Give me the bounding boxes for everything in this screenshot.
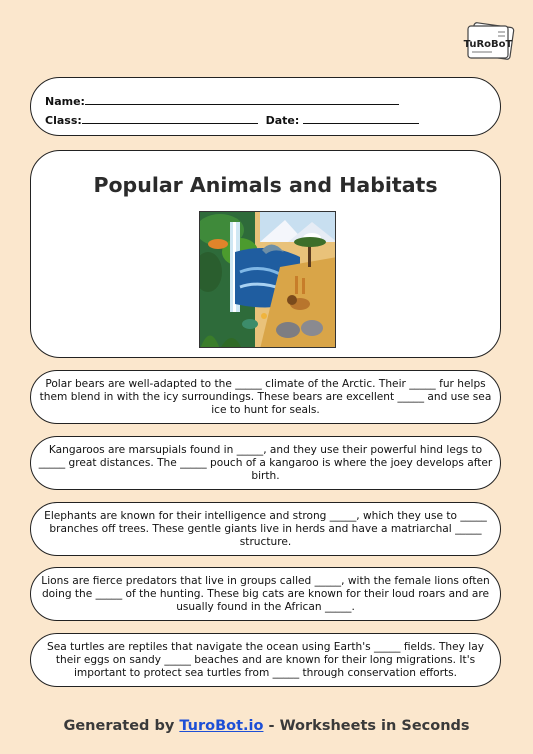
question-2-box xyxy=(30,436,501,490)
name-line[interactable] xyxy=(85,94,399,105)
name-field[interactable] xyxy=(45,94,399,108)
name-label: Name: xyxy=(45,95,85,108)
title-card xyxy=(30,150,501,358)
question-1-text: Polar bears are well-adapted to the _____ climate of the Arctic. Their _____ fur helps them blend in with the icy surroundings. These bears are excellent _____ and use sea ice to hunt for seals. xyxy=(39,377,492,416)
question-3-box xyxy=(30,502,501,556)
question-5-text: Sea turtles are reptiles that navigate the ocean using Earth's _____ fields. They lay their eggs on sandy _____ beaches and are known for their long migrations. It's important to protect sea turtles from _____ through conservation efforts. xyxy=(46,640,485,679)
turobot-logo xyxy=(462,22,518,62)
footer-prefix: Generated by xyxy=(63,718,180,734)
date-label: Date: xyxy=(265,114,300,127)
class-line[interactable] xyxy=(82,113,258,124)
question-2-text: Kangaroos are marsupials found in _____, and they use their powerful hind legs to _____ great distances. The _____ pouch of a kangaroo is where the joey develops after birth. xyxy=(38,443,493,482)
question-4-box xyxy=(30,567,501,621)
student-info-box xyxy=(30,77,501,136)
question-4-text: Lions are fierce predators that live in groups called _____, with the female lions often doing the _____ of the hunting. These big cats are known for their loud roars and are usually found in the African _____. xyxy=(41,574,490,613)
class-date-row xyxy=(45,113,419,127)
question-5-box xyxy=(30,633,501,687)
page-title: Popular Animals and Habitats xyxy=(93,173,438,197)
turobot-link[interactable]: TuroBot.io xyxy=(179,718,264,734)
footer xyxy=(0,718,533,734)
date-line[interactable] xyxy=(303,113,419,124)
question-3-text: Elephants are known for their intelligence and strong _____, which they use to _____ branches off trees. These gentle giants live in herds and have a matriarchal _____ structure. xyxy=(44,509,487,548)
class-label: Class: xyxy=(45,114,82,127)
footer-suffix: - Worksheets in Seconds xyxy=(263,718,470,734)
animals-habitats-illustration xyxy=(199,211,336,348)
question-1-box xyxy=(30,370,501,424)
logo-text: TuRoBoT xyxy=(463,39,513,50)
